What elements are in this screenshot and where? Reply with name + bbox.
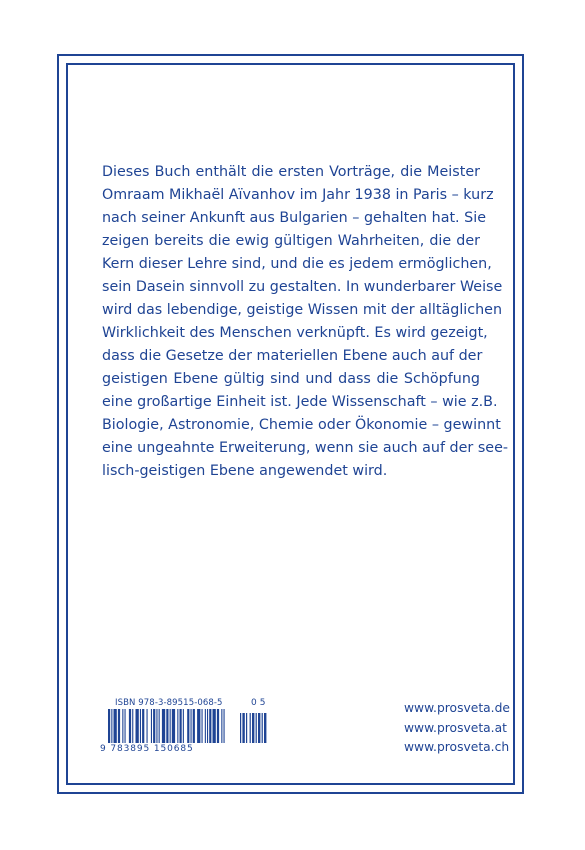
blurb-line: wird das lebendige, geistige Wissen mit der alltäglichen	[102, 302, 503, 318]
website-link-de[interactable]: www.prosveta.de	[404, 701, 510, 715]
blurb-line: eine ungeahnte Erweiterung, wenn sie auch auf der see-	[102, 440, 509, 456]
isbn-label: ISBN 978-3-89515-068-5	[115, 698, 223, 708]
barcode-digits: 9 783895 150685	[100, 744, 194, 754]
blurb-line: dass die Gesetze der materiellen Ebene auch auf der	[102, 348, 483, 364]
blurb-line: zeigen bereits die ewig gültigen Wahrheiten, die der	[102, 233, 480, 249]
blurb-line: sein Dasein sinnvoll zu gestalten. In wunderbarer Weise	[102, 279, 503, 295]
blurb-line: Kern dieser Lehre sind, und die es jedem ermöglichen,	[102, 256, 492, 272]
barcode-bars	[100, 709, 275, 747]
blurb-line: eine großartige Einheit ist. Jede Wissenschaft – wie z.B.	[102, 394, 498, 410]
website-link-ch[interactable]: www.prosveta.ch	[404, 740, 510, 754]
barcode-addon-digits: 05	[251, 698, 269, 708]
blurb-line: Biologie, Astronomie, Chemie oder Ökonomie – gewinnt	[102, 417, 501, 433]
blurb-line: Dieses Buch enthält die ersten Vorträge, die Meister	[102, 164, 480, 180]
blurb-line: lisch-geistigen Ebene angewendet wird.	[102, 463, 388, 479]
blurb-line: geistigen Ebene gültig sind und dass die Schöpfung	[102, 371, 480, 387]
website-link-at[interactable]: www.prosveta.at	[404, 720, 507, 735]
blurb-line: nach seiner Ankunft aus Bulgarien – gehalten hat. Sie	[102, 210, 486, 226]
blurb-line: Wirklichkeit des Menschen verknüpft. Es wird gezeigt,	[102, 325, 488, 341]
isbn-barcode	[100, 698, 275, 758]
website-list	[404, 699, 510, 758]
blurb-line: Omraam Mikhaël Aïvanhov im Jahr 1938 in Paris – kurz	[102, 187, 494, 203]
back-cover-blurb	[102, 161, 509, 483]
